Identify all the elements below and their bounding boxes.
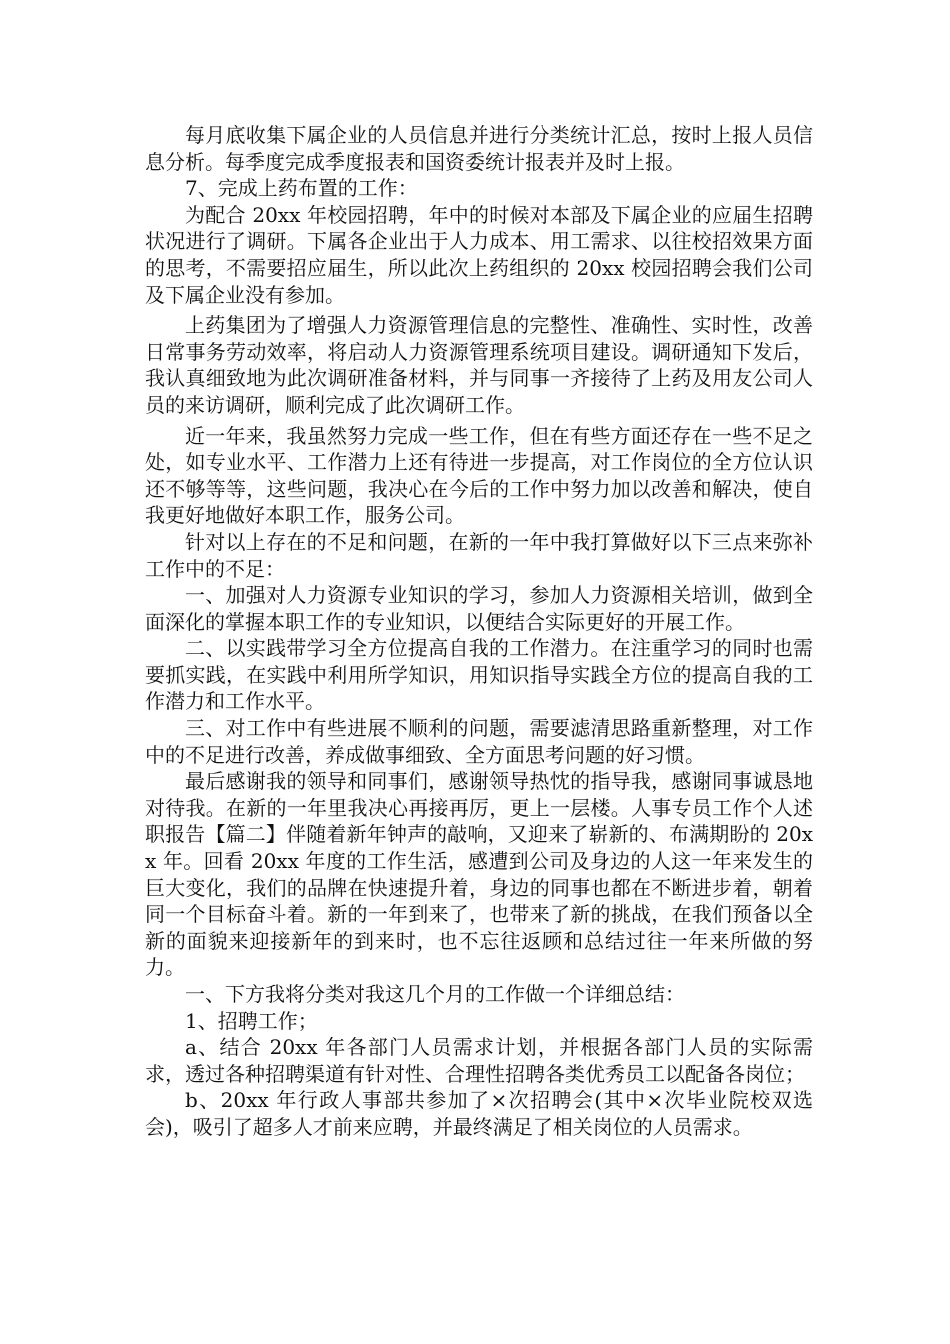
paragraph-12: 1、招聘工作；	[185, 1008, 318, 1033]
paragraph-6: 针对以上存在的不足和问题，在新的一年中我打算做好以下三点来弥补工作中的不足：	[145, 529, 813, 581]
paragraph-7: 一、加强对人力资源专业知识的学习，参加人力资源相关培训，做到全面深化的掌握本职工作的专业知识，以便结合实际更好的开展工作。	[145, 583, 813, 634]
document-body	[145, 122, 813, 1141]
paragraph-11: 一、下方我将分类对我这几个月的工作做一个详细总结：	[185, 982, 685, 1006]
paragraph-4: 上药集团为了增强人力资源管理信息的完整性、准确性、实时性，改善日常事务劳动效率，将启动人力资源管理系统项目建设。调研通知下发后，我认真细致地为此次调研准备材料，并与同事一齐接待了上药及用友公司人员的来访调研，顺利完成了此次调研工作。	[145, 313, 813, 417]
paragraph-10: 最后感谢我的领导和同事们，感谢领导热忱的指导我，感谢同事诚恳地对待我。在新的一年里我决心再接再厉，更上一层楼。人事专员工作个人述职报告【篇二】伴随着新年钟声的敲响，又迎来了崭新的、布满期盼的 20xx 年。回看 20xx 年度的工作生活，感遭到公司及身边的人这一年来发生的巨大变化，我们的品牌在快速提升着，身边的同事也都在不断进步着，朝着同一个目标奋斗着。新的一年到来了，也带来了新的挑战，在我们预备以全新的面貌来迎接新年的到来时，也不忘往返顾和总结过往一年来所做的努力。	[145, 769, 813, 980]
paragraph-2: 7、完成上药布置的工作：	[185, 176, 418, 201]
paragraph-8: 二、以实践带学习全方位提高自我的工作潜力。在注重学习的同时也需要抓实践，在实践中利用所学知识，用知识指导实践全方位的提高自我的工作潜力和工作水平。	[145, 636, 813, 714]
paragraph-13: a、结合 20xx 年各部门人员需求计划，并根据各部门人员的实际需求，透过各种招聘渠道有针对性、合理性招聘各类优秀员工以配备各岗位；	[145, 1035, 813, 1086]
paragraph-3: 为配合 20xx 年校园招聘，年中的时候对本部及下属企业的应届生招聘状况进行了调研。下属各企业出于人力成本、用工需求、以往校招效果方面的思考，不需要招应届生，所以此次上药组织的 20xx 校园招聘会我们公司及下属企业没有参加。	[145, 202, 813, 307]
paragraph-1: 每月底收集下属企业的人员信息并进行分类统计汇总，按时上报人员信息分析。每季度完成季度报表和国资委统计报表并及时上报。	[145, 123, 813, 174]
paragraph-5: 近一年来，我虽然努力完成一些工作，但在有些方面还存在一些不足之处，如专业水平、工作潜力上还有待进一步提高，对工作岗位的全方位认识还不够等等，这些问题，我决心在今后的工作中努力加以改善和解决，使自我更好地做好本职工作，服务公司。	[145, 423, 813, 528]
paragraph-9: 三、对工作中有些进展不顺利的问题，需要滤清思路重新整理，对工作中的不足进行改善，养成做事细致、全方面思考问题的好习惯。	[145, 716, 813, 767]
paragraph-14: b、20xx 年行政人事部共参加了×次招聘会(其中×次毕业院校双选会)，吸引了超多人才前来应聘，并最终满足了相关岗位的人员需求。	[145, 1088, 813, 1139]
